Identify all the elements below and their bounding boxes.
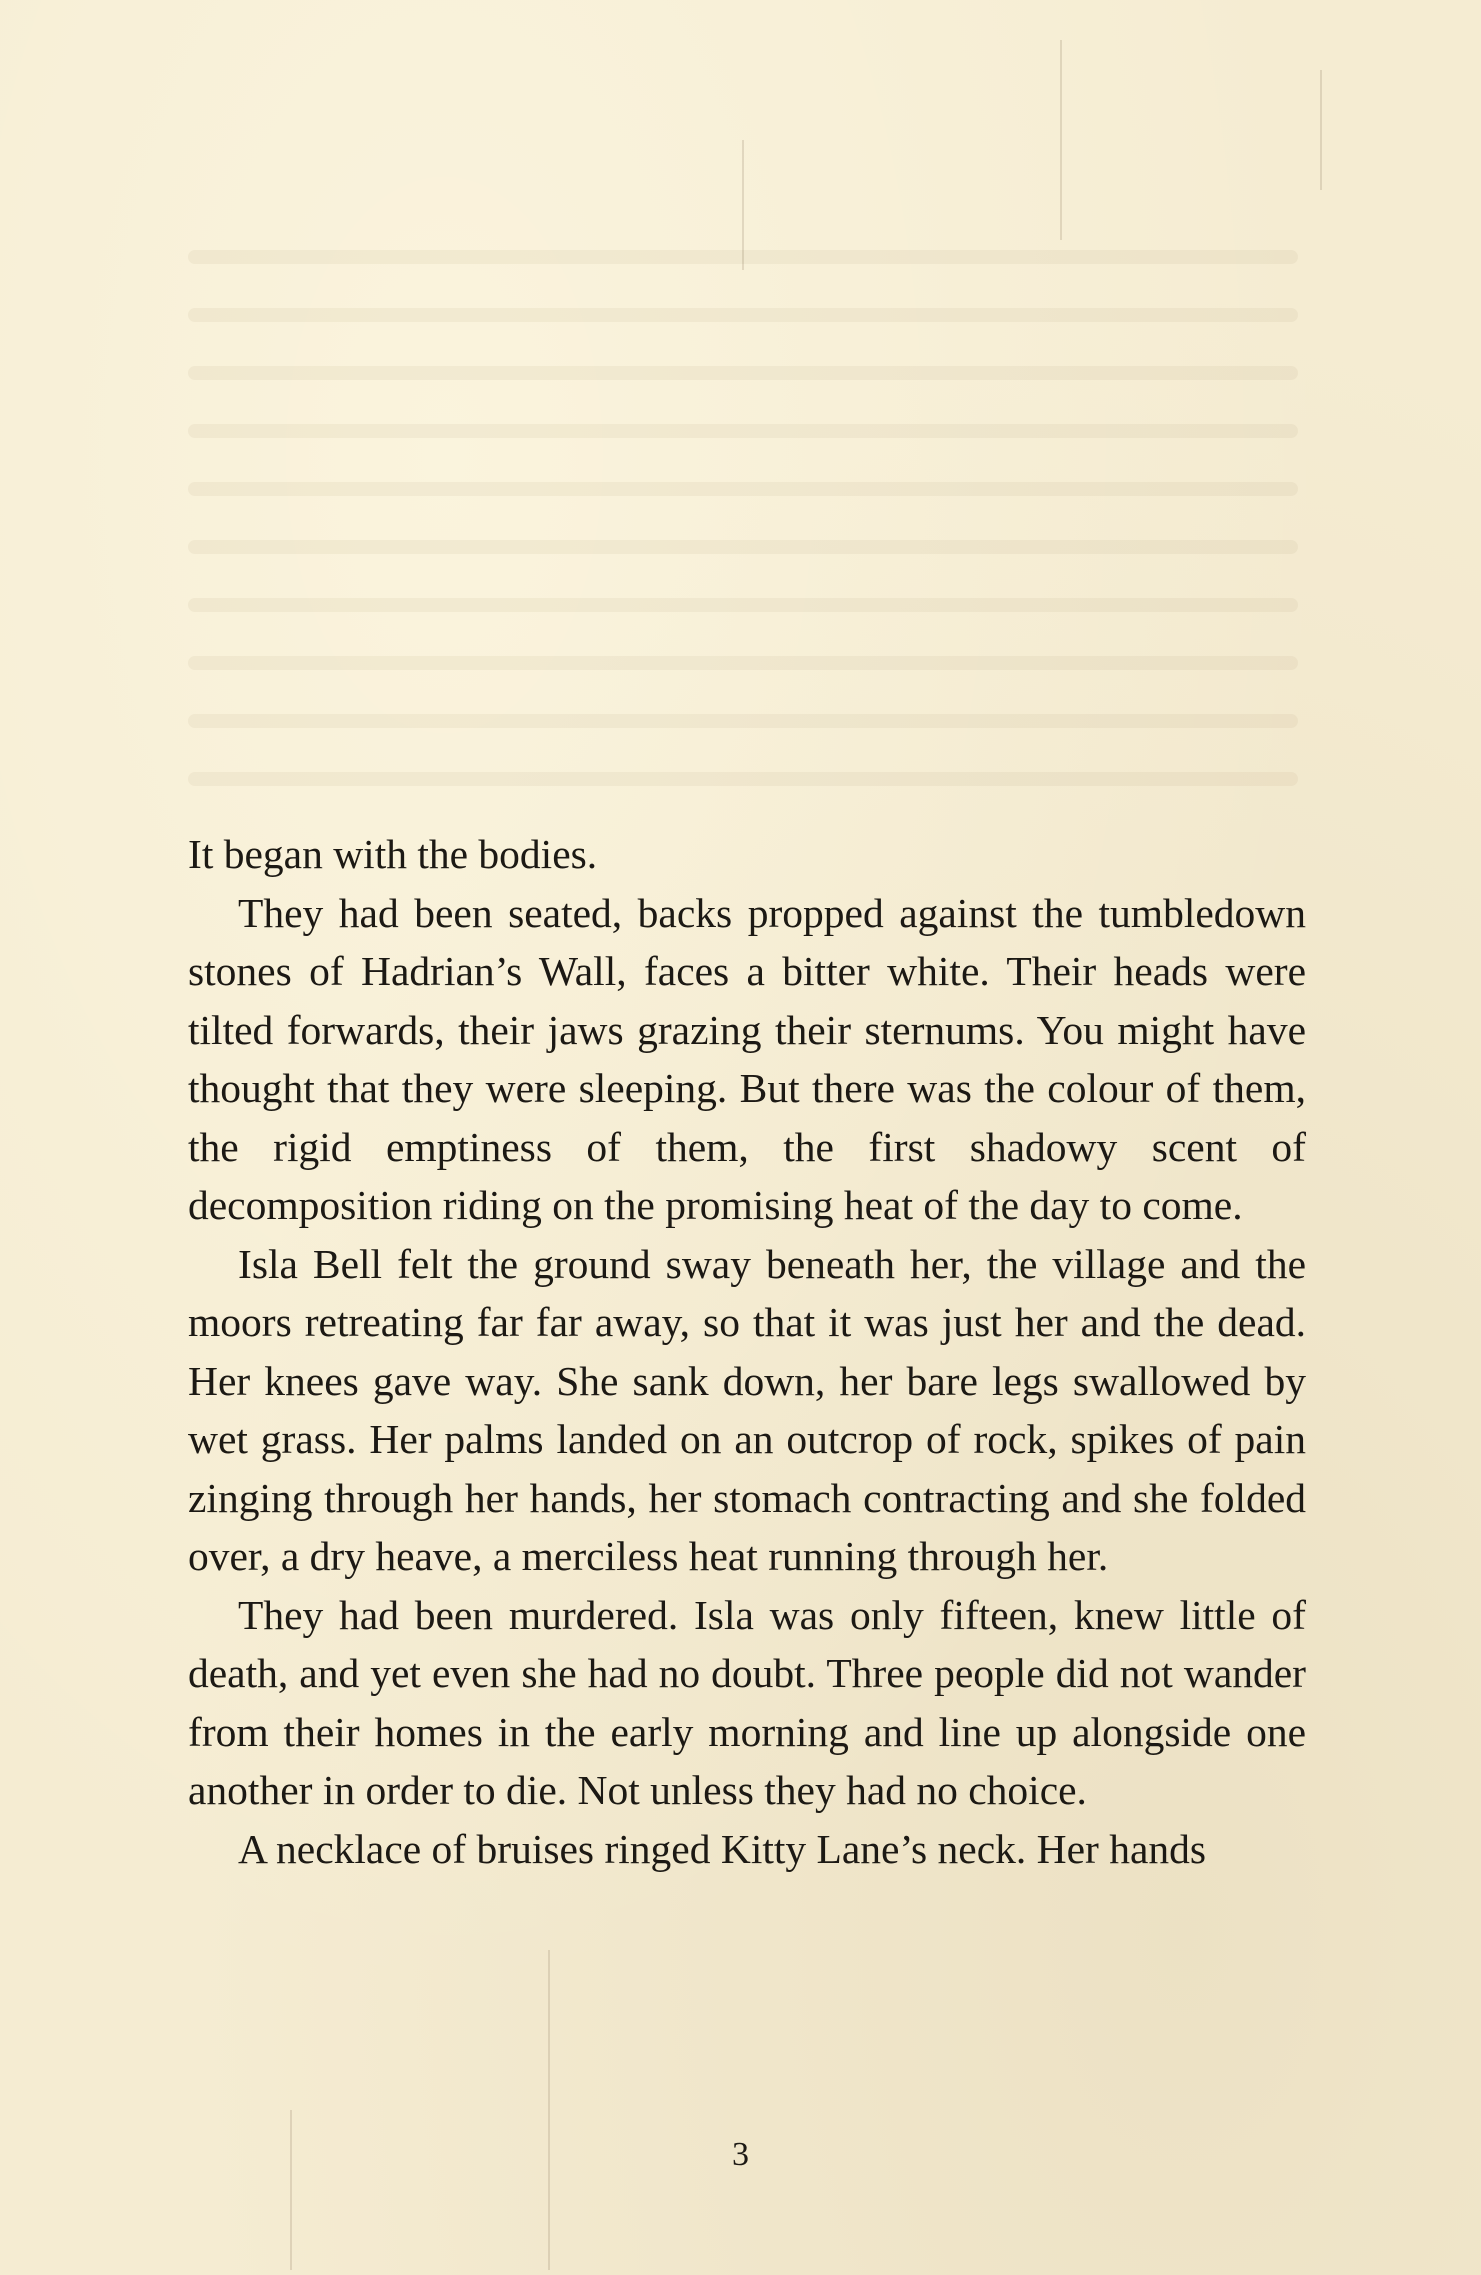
show-through-line [188,366,1298,380]
paragraph: They had been seated, backs propped against the tumbledown stones of Hadrian’s Wall, faces a bitter white. Their heads were tilted forwards, their jaws grazing their sternums. You might have thought that they were sleeping. But there was the colour of them, the rigid emptiness of them, the first shadowy scent of decomposition riding on the promising heat of the day to come. [188,889,1306,1228]
paragraph: They had been murdered. Isla was only fifteen, knew little of death, and yet even she had no doubt. Three people did not wander from their homes in the early morning and line up alongside one another in order to die. Not unless they had no choice. [188,1591,1306,1813]
show-through-line [188,540,1298,554]
show-through-line [188,598,1298,612]
paper-crease [742,140,744,270]
paragraph: Isla Bell felt the ground sway beneath her, the village and the moors retreating far far away, so that it was just her and the dead. Her knees gave way. She sank down, her bare legs swallowed by wet grass. Her palms landed on an outcrop of rock, spikes of pain zinging through her hands, her stomach contracting and she folded over, a dry heave, a merciless heat running through her. [188,1240,1306,1579]
show-through-line [188,250,1298,264]
page-number: 3 [732,2136,749,2173]
show-through-line [188,714,1298,728]
show-through-line [188,308,1298,322]
paragraph: It began with the bodies. [188,831,598,877]
paper-crease [290,2110,292,2270]
paper-crease [1320,70,1322,190]
paper-crease [548,1950,550,2270]
show-through-line [188,656,1298,670]
paragraph-continued: A necklace of bruises ringed Kitty Lane’s neck. Her hands [238,1825,1207,1872]
body-text [188,825,1306,1878]
show-through-line [188,424,1298,438]
show-through-line [188,482,1298,496]
show-through-line [188,772,1298,786]
paper-crease [1060,40,1062,240]
